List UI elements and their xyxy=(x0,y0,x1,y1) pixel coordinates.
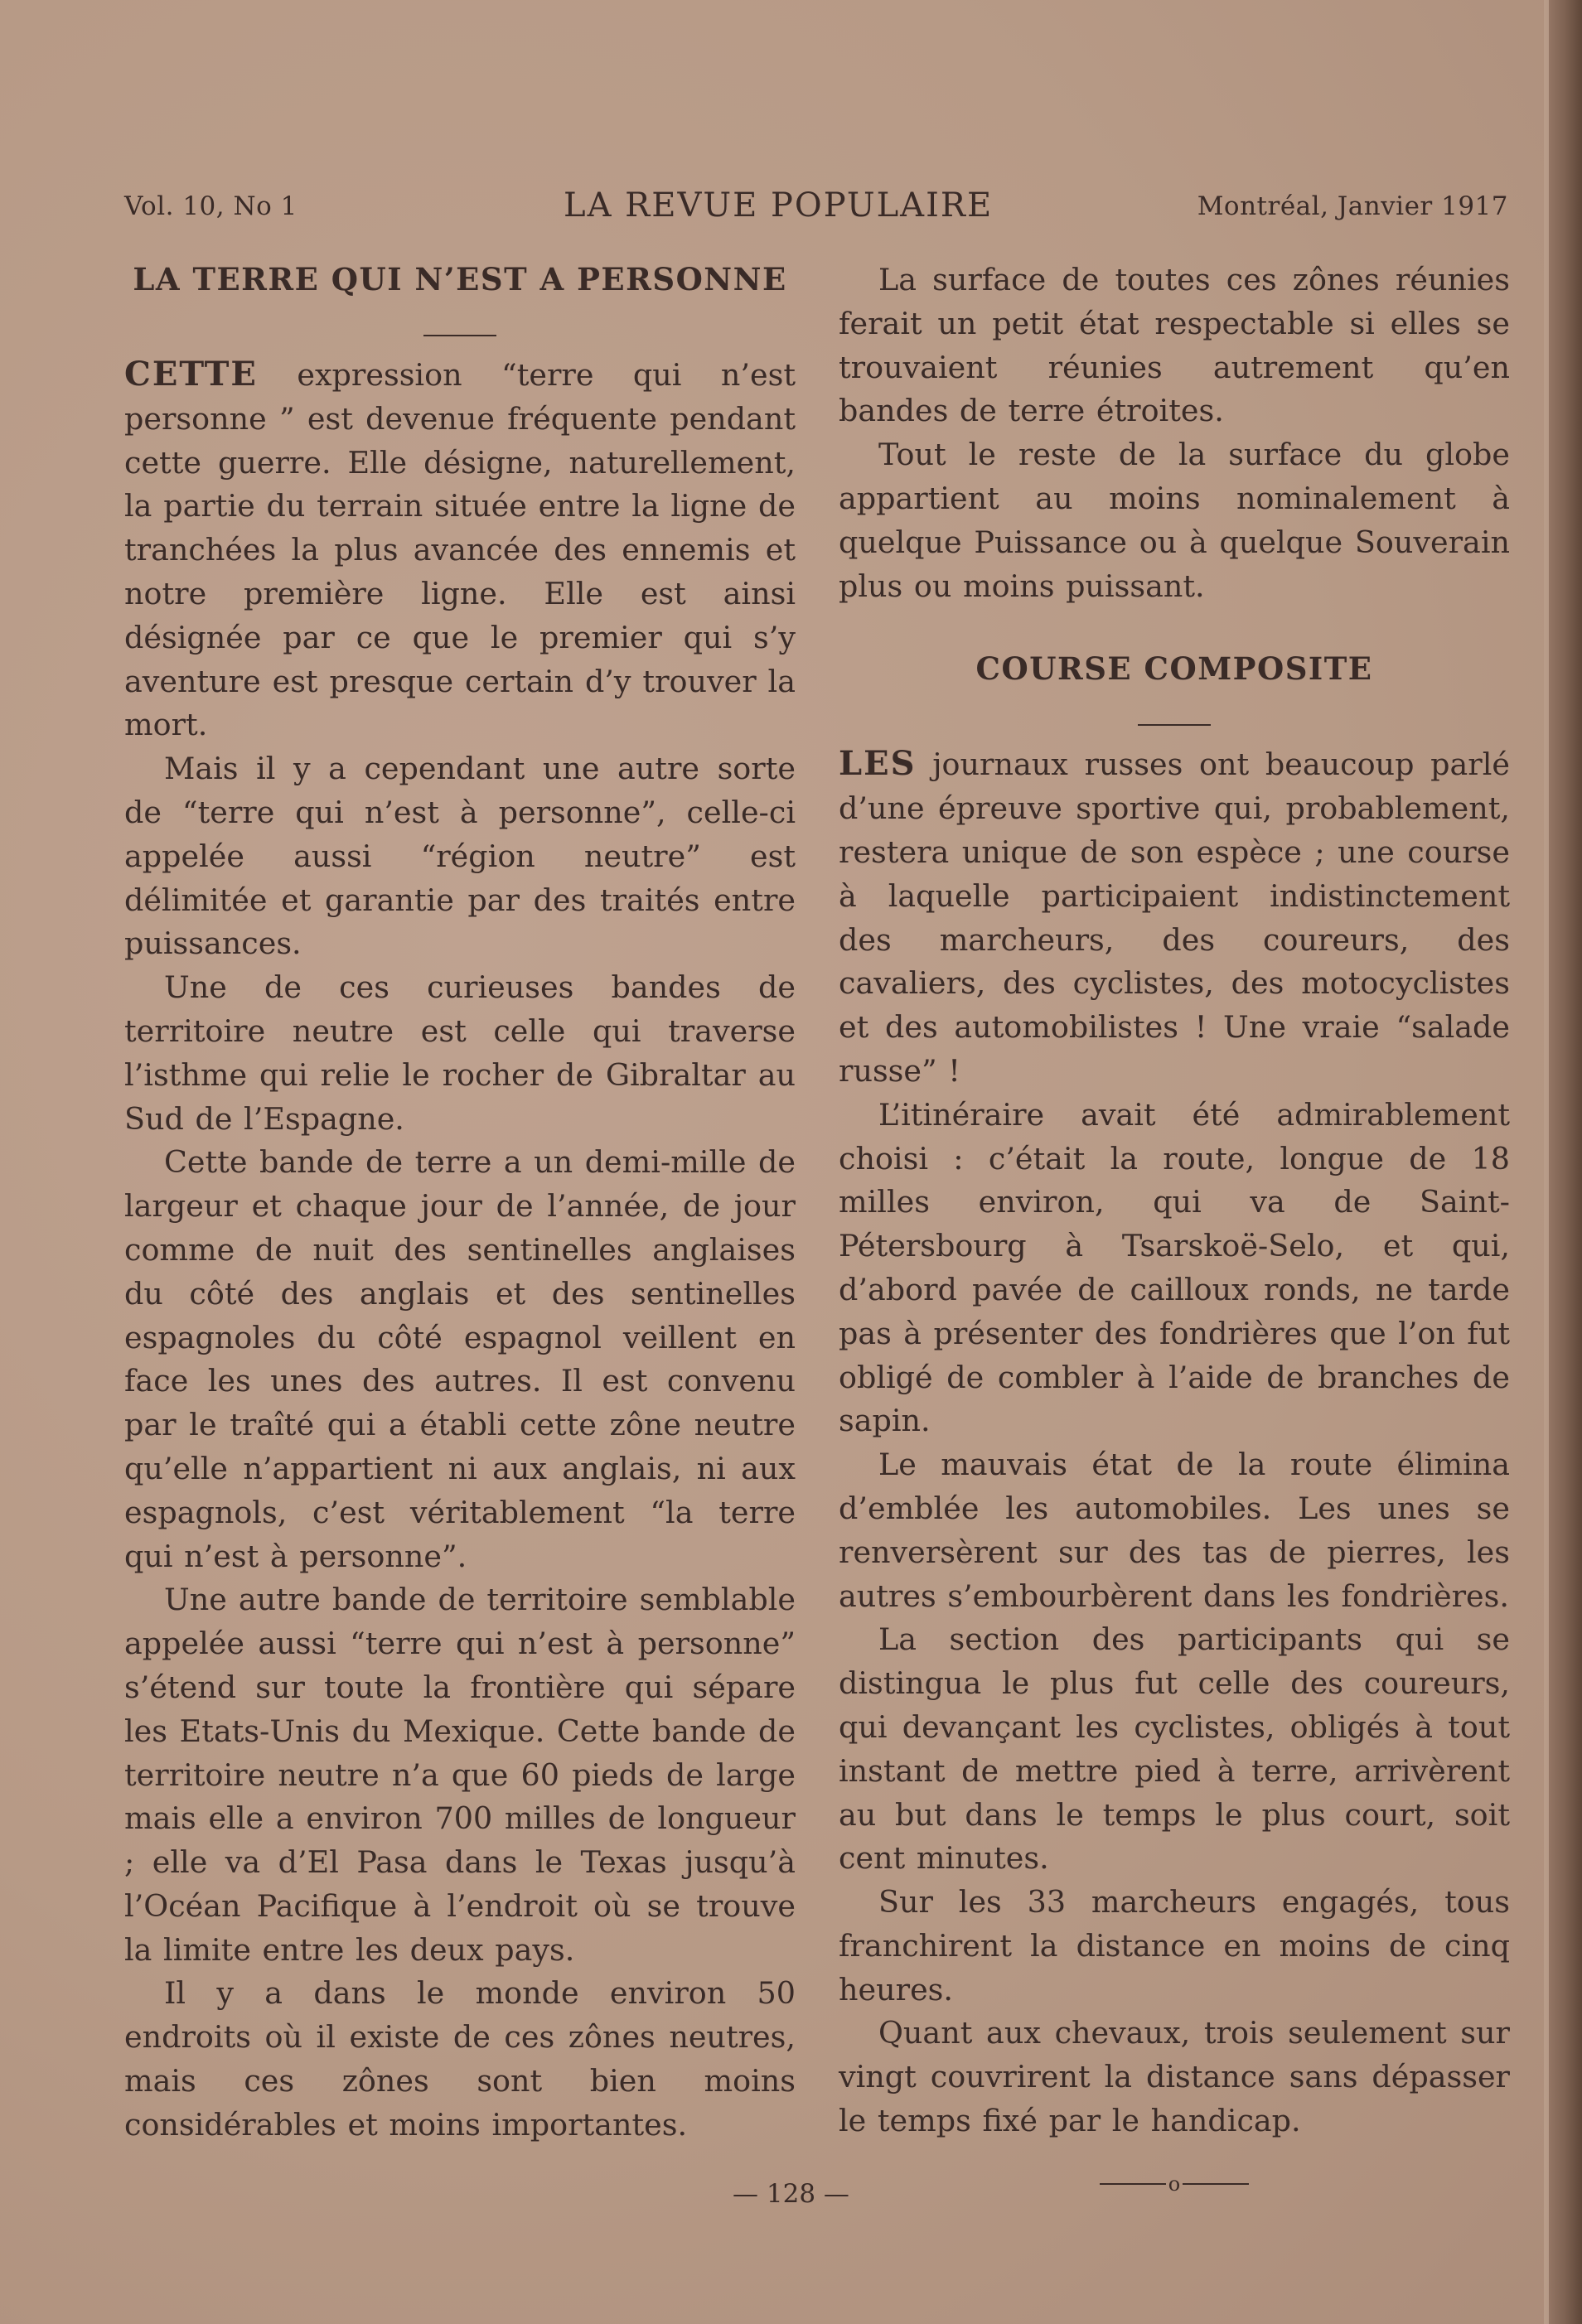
drop-word: CETTE xyxy=(124,355,258,394)
section-spacer xyxy=(839,608,1510,648)
article-paragraph: Sur les 33 marcheurs engagés, tous franchirent la distance en moins de cinq heures. xyxy=(839,1884,1510,2008)
title-rule xyxy=(423,335,496,336)
title-rule xyxy=(1138,724,1211,726)
article-paragraph: La section des participants qui se distingua le plus fut celle des coureurs, qui devançant les cyclistes, obligés à tout instant de mettre pied à terre, arrivèrent au but dans le temps le plus court, soit cent minutes. xyxy=(839,1621,1510,1877)
article-paragraph: Tout le reste de la surface du globe appartient au moins nominalement à quelque Puissance ou à quelque Souverain plus ou moins puissant. xyxy=(839,437,1510,604)
magazine-title: LA REVUE POPULAIRE xyxy=(564,186,994,225)
article-paragraph xyxy=(124,353,796,747)
article-paragraph xyxy=(839,742,1510,1093)
paragraph-text: journaux russes ont beaucoup parlé d’une épreuve sportive qui, probablement, restera unique de son espèce ; une course à laquelle participaient indistinctement des marcheurs, des coureurs, des cavaliers, des cyclistes, des motocyclistes et des automobilistes ! Une vraie “salade russe” ! xyxy=(839,746,1510,1089)
article-title: COURSE COMPOSITE xyxy=(975,650,1373,688)
paragraph-text: expression “terre qui n’est personne ” est devenue fréquente pendant cette guerre. Elle désigne, naturellement, la partie du terrain située entre la ligne de tranchées la plus avancée des ennemis et notre première ligne. Elle est ainsi désignée par ce que le premier qui s’y aventure est presque certain d’y trouver la mort. xyxy=(124,357,796,743)
article-paragraph: Cette bande de terre a un demi-mille de largeur et chaque jour de l’année, de jour comme de nuit des sentinelles anglaises du côté des anglais et des sentinelles espagnoles du côté espagnol veillent en face les unes des autres. Il est convenu par le traîté qui a établi cette zône neutre qu’elle n’appartient ni aux anglais, ni aux espagnols, c’est véritablement “la terre qui n’est à personne”. xyxy=(124,1144,796,1574)
article-paragraph: La surface de toutes ces zônes réunies ferait un petit état respectable si elles se trouvaient réunies autrement qu’en bandes de terre étroites. xyxy=(839,262,1510,429)
volume-number: Vol. 10, No 1 xyxy=(124,191,298,221)
article-paragraph: L’itinéraire avait été admirablement choisi : c’était la route, longue de 18 milles environ, qui va de Saint-Pétersbourg à Tsarskoë-Selo, et qui, d’abord pavée de cailloux ronds, ne tarde pas à présenter des fondrières que l’on fut obligé de combler à l’aide de branches de sapin. xyxy=(839,1096,1510,1439)
right-column xyxy=(839,258,1510,2196)
article-paragraph: Mais il y a cependant une autre sorte de “terre qui n’est à personne”, celle-ci appelée aussi “région neutre” est délimitée et garantie par des traités entre puissances. xyxy=(124,751,796,962)
page-edge-line xyxy=(1544,0,1549,2324)
running-header xyxy=(124,186,1508,228)
page-number: — 128 — xyxy=(733,2179,849,2209)
article-title: LA TERRE QUI N’EST A PERSONNE xyxy=(133,261,787,297)
left-column xyxy=(124,258,796,2148)
page-edge xyxy=(1544,0,1582,2324)
article-paragraph: Le mauvais état de la route élimina d’emblée les automobiles. Les unes se renversèrent sur des tas de pierres, les autres s’embourbèrent dans les fondrières. xyxy=(839,1447,1510,1614)
drop-word: LES xyxy=(839,744,917,784)
article-paragraph: Quant aux chevaux, trois seulement sur vingt couvrirent la distance sans dépasser le temps fixé par le handicap. xyxy=(839,2015,1510,2139)
place-date: Montréal, Janvier 1917 xyxy=(1197,191,1508,221)
ornament-circle: o xyxy=(1168,2172,1181,2196)
article-paragraph: Il y a dans le monde environ 50 endroits où il existe de ces zônes neutres, mais ces zônes sont bien moins considérables et moins importantes. xyxy=(124,1975,796,2143)
article-paragraph: Une autre bande de territoire semblable appelée aussi “terre qui n’est à personne” s’étend sur toute la frontière qui sépare les Etats-Unis du Mexique. Cette bande de territoire neutre n’a que 60 pieds de large mais elle a environ 700 milles de longueur ; elle va d’El Pasa dans le Texas jusqu’à l’Océan Pacifique à l’endroit où se trouve la limite entre les deux pays. xyxy=(124,1582,796,1968)
article-paragraph: Une de ces curieuses bandes de territoire neutre est celle qui traverse l’isthme qui relie le rocher de Gibraltar au Sud de l’Espagne. xyxy=(124,969,796,1137)
